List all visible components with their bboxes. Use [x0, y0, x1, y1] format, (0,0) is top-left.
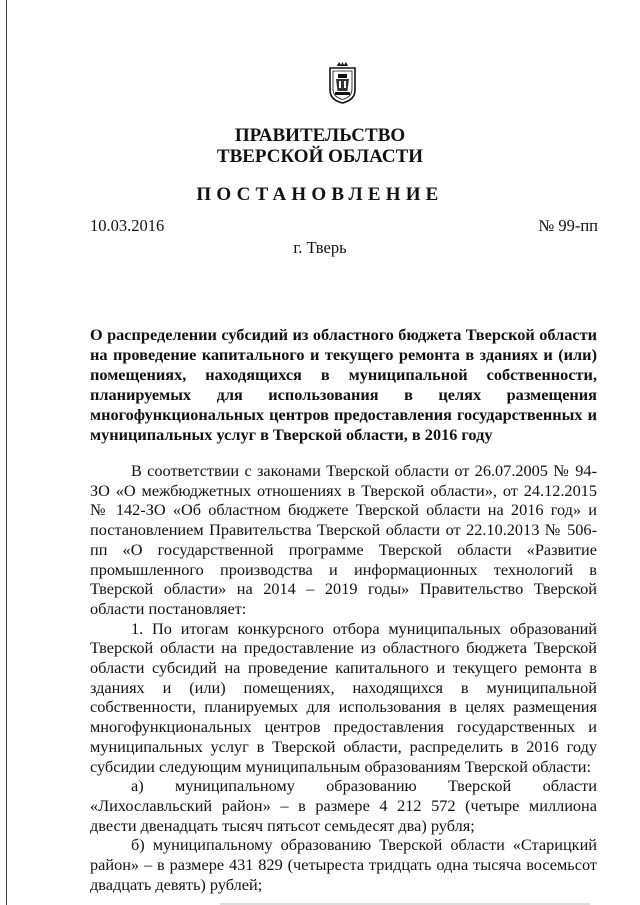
org-name-line2: ТВЕРСКОЙ ОБЛАСТИ: [216, 146, 424, 167]
intro-paragraph: В соответствии с законами Тверской области от 26.07.2005 № 94-ЗО «О межбюджетных отношениях в Тверской области», от 24.12.2015 № 142-ЗО «Об областном бюджете Тверской области на 2016 год» и постановлением Правительства Тверской области от 22.10.2013 № 506-пп «О государственной программе Тверской области «Развитие промышленного производства и информационных технологий в Тверской области» на 2014 – 2019 годы» Правительство Тверской области постановляет:: [90, 461, 597, 618]
organization-name: [0, 125, 640, 167]
document-date: 10.03.2016: [90, 216, 165, 235]
document-number: № 99-пп: [538, 216, 598, 235]
org-name-line1: ПРАВИТЕЛЬСТВО: [234, 125, 406, 146]
document-city: г. Тверь: [293, 238, 347, 257]
paragraph-item-b: б) муниципальному образованию Тверской области «Старицкий район» – в размере 431 829 (четыреста тридцать одна тысяча восемьсот двадцать девять) рублей;: [90, 835, 597, 894]
document-title: О распределении субсидий из областного бюджета Тверской области на проведение капитального и текущего ремонта в зданиях и (или) помещениях, находящихся в муниципальной собственности, планируемых для использования в целях размещения многофункциональных центров предоставления государственных и муниципальных услуг в Тверской области, в 2016 году: [90, 325, 597, 444]
document-type: ПОСТАНОВЛЕНИЕ: [196, 184, 444, 205]
coat-of-arms-icon: [329, 62, 356, 104]
document-body: [90, 461, 597, 894]
paragraph-item-a: а) муниципальному образованию Тверской области «Лихославльский район» – в размере 4 212 572 (четыре миллиона двести двенадцать тысяч пятьсот семьдесят два) рубля;: [90, 776, 597, 835]
paragraph-item-1: 1. По итогам конкурсного отбора муниципальных образований Тверской области на предоставление из областного бюджета Тверской области субсидий на проведение капитального и текущего ремонта в зданиях и (или) помещениях, находящихся в муниципальной собственности, планируемых для использования в целях размещения многофункциональных центров предоставления государственных и муниципальных услуг в Тверской области, распределить в 2016 году субсидии следующим муниципальным образованиям Тверской области:: [90, 618, 597, 776]
